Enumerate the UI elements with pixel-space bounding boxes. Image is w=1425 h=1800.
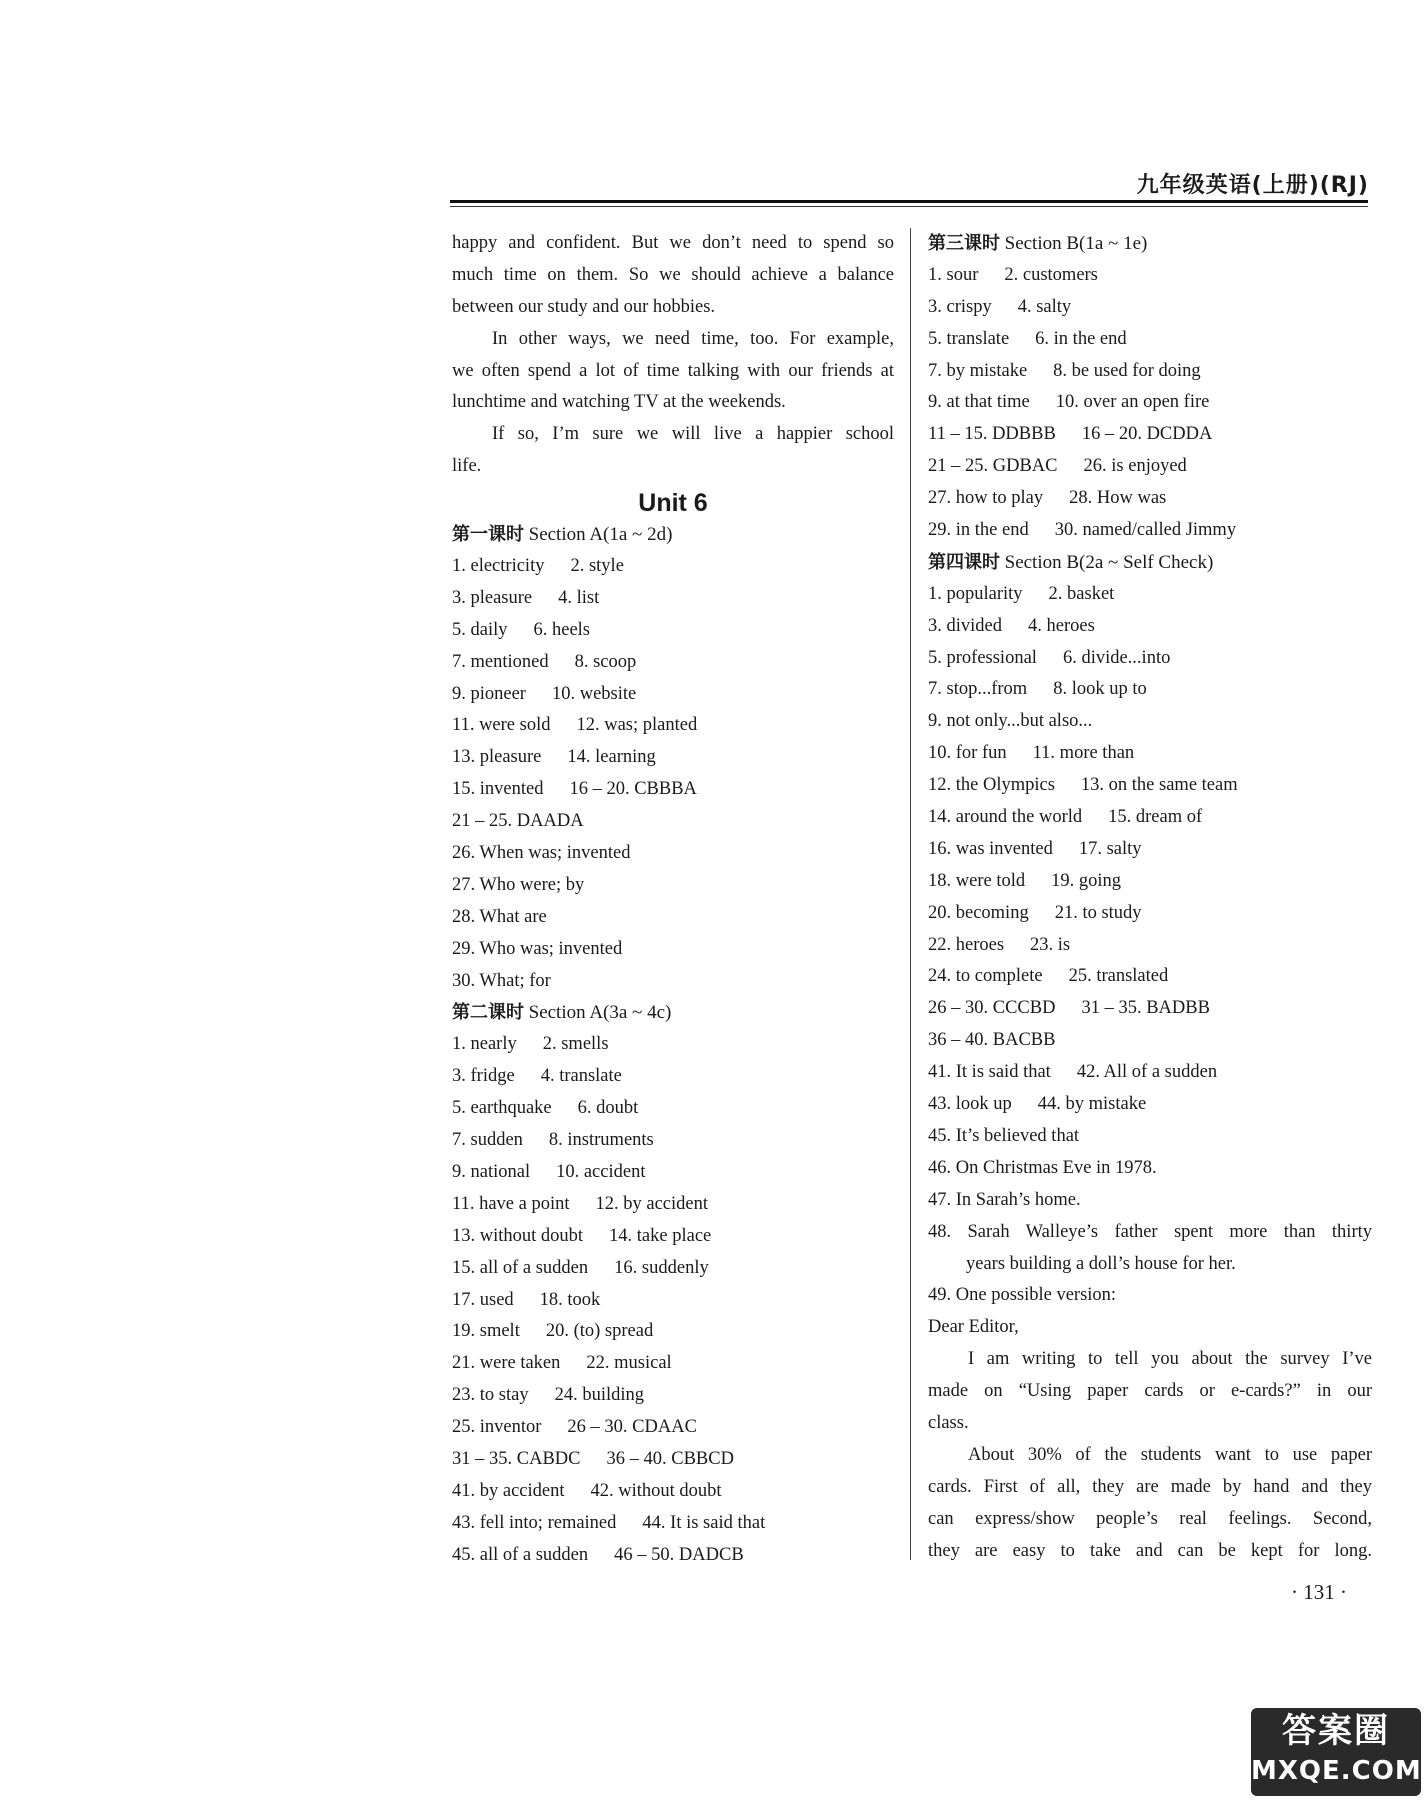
answer-item: 3. divided [928,615,1002,636]
answer-line [452,710,894,742]
essay-line: between our study and our hobbies. [452,296,716,317]
answer-item: 1. sour [928,264,979,285]
answer-item: 7. sudden [452,1130,523,1151]
essay-line: In other ways, we need time, too. For example, [492,328,894,349]
answer-item: 4. translate [540,1066,622,1087]
answer-item: 25. inventor [452,1417,542,1438]
answer-line [452,1061,894,1093]
answer-item: 3. crispy [928,296,992,317]
answer-item: 1. electricity [452,556,545,577]
answer-list [928,260,1372,547]
answer-item: 26 – 30. CCCBD [928,998,1056,1019]
answer-item: 13. pleasure [452,747,542,768]
answer-line [452,870,894,902]
answer-item: 36 – 40. CBBCD [606,1448,734,1469]
letter-line: About 30% of the students want to use paper [968,1444,1372,1465]
answer-line [452,1540,894,1572]
answer-item: 20. (to) spread [545,1321,654,1342]
watermark-text-cn: 答案圈 [1282,1711,1390,1751]
answer-line [928,515,1372,547]
answer-item: 31 – 35. CABDC [452,1448,581,1469]
answer-line [928,993,1372,1025]
answer-item: 25. translated [1068,966,1169,987]
answer-item: 11. more than [1032,743,1135,764]
answer-item: 43. look up [928,1094,1012,1115]
section-heading-en: Section A(3a ~ 4c) [528,1002,672,1024]
answer-item: 30. What; for [452,970,551,991]
answer-item: 8. be used for doing [1053,360,1201,381]
answer-line [928,387,1372,419]
answer-item: 31 – 35. BADBB [1081,998,1210,1019]
answer-line [928,451,1372,483]
answer-item: 22. heroes [928,934,1005,955]
answer-line [928,292,1372,324]
essay-line: lunchtime and watching TV at the weekends. [452,392,786,413]
answer-item: 4. list [558,587,600,608]
answer-line [452,1285,894,1317]
answer-item: 24. to complete [928,966,1043,987]
answer-item: 5. professional [928,647,1037,668]
answer-line [452,1157,894,1189]
answer-item: 21. were taken [452,1353,561,1374]
answer-item: 7. by mistake [928,360,1028,381]
answer-line [928,260,1372,292]
answer-item: 19. smelt [452,1321,520,1342]
answer-item: 16. was invented [928,838,1053,859]
answer-item: 10. for fun [928,743,1007,764]
answer-line [928,611,1372,643]
letter-line: I am writing to tell you about the survey I’ve [968,1349,1372,1370]
answer-item: 3. fridge [452,1066,515,1087]
answer-item: 9. not only...but also... [928,711,1093,732]
answer-item: 1. popularity [928,583,1023,604]
essay-line: If so, I’m sure we will live a happier school [492,424,894,445]
answer-item: 46 – 50. DADCB [614,1544,744,1565]
answer-item: 13. on the same team [1080,775,1238,796]
answer-item: 42. without doubt [590,1480,722,1501]
answer-item: 6. doubt [577,1098,639,1119]
answer-item: 46. On Christmas Eve in 1978. [928,1157,1157,1178]
answer-line [452,966,894,998]
answer-item: 20. becoming [928,902,1029,923]
answer-line [928,738,1372,770]
answer-item: 12. by accident [595,1193,708,1214]
answer-item: 14. learning [567,747,656,768]
answer-line [928,1089,1372,1121]
answer-item: 23. is [1030,934,1071,955]
answer-item: 30. named/called Jimmy [1054,520,1237,541]
answer-line [928,1121,1372,1153]
answer-line [452,742,894,774]
answer-line [928,419,1372,451]
answer-item: 13. without doubt [452,1225,584,1246]
answer-item: 7. stop...from [928,679,1028,700]
answer-item: 21. to study [1054,902,1142,923]
answer-item: 45. all of a sudden [452,1544,589,1565]
answer-item: 21 – 25. GDBAC [928,456,1058,477]
answer-line [452,551,894,583]
answer-item: 41. by accident [452,1480,565,1501]
answer-line [928,706,1372,738]
section-heading-cn: 第四课时 [928,551,1000,573]
answer-item: 5. daily [452,619,508,640]
answer-item: 18. were told [928,870,1026,891]
section-heading-cn: 第一课时 [452,524,524,546]
answer-item: 1. nearly [452,1034,517,1055]
answer-line: 48. Sarah Walleye’s father spent more than thirty [928,1221,1372,1242]
watermark-text-en: MXQE.COM [1251,1756,1422,1786]
header-rule-thin [450,206,1368,207]
answer-item: 15. all of a sudden [452,1257,589,1278]
answer-line [928,1153,1372,1185]
answer-item: 47. In Sarah’s home. [928,1189,1081,1210]
answer-item: 36 – 40. BACBB [928,1030,1056,1051]
answer-item: 11. have a point [452,1193,570,1214]
header-rule-thick [450,200,1368,203]
answer-line [452,1253,894,1285]
answer-item: 16 – 20. DCDDA [1081,424,1213,445]
answer-item: 17. used [452,1289,514,1310]
section-heading-en: Section B(2a ~ Self Check) [1004,551,1214,573]
answer-line [928,674,1372,706]
section-heading [928,547,1372,579]
answer-item: 6. divide...into [1062,647,1171,668]
answer-list [928,579,1372,1217]
essay-line: much time on them. So we should achieve a balance [452,264,894,285]
answer-item: 6. in the end [1035,328,1127,349]
answer-item: 28. What are [452,906,547,927]
section-heading-cn: 第二课时 [452,1002,524,1024]
answer-item: 27. Who were; by [452,874,585,895]
answer-line [928,483,1372,515]
answer-item: 8. scoop [574,651,637,672]
answer-item: 2. basket [1048,583,1115,604]
answer-line [452,1221,894,1253]
answer-line [452,1444,894,1476]
answer-line [452,1029,894,1061]
answer-line [452,1125,894,1157]
letter-line: they are easy to take and can be kept for long. [928,1540,1372,1561]
answer-line [928,802,1372,834]
answer-item: 11. were sold [452,715,551,736]
answer-line [928,324,1372,356]
answer-item: 23. to stay [452,1385,529,1406]
answer-line [928,356,1372,388]
answer-item: 7. mentioned [452,651,549,672]
answer-line [452,679,894,711]
answer-item: 5. earthquake [452,1098,552,1119]
section-heading-en: Section B(1a ~ 1e) [1004,233,1148,254]
essay-line: happy and confident. But we don’t need to spend so [452,233,894,253]
answer-item: 18. took [539,1289,601,1310]
answer-line [452,838,894,870]
essay-line: life. [452,456,482,477]
answer-item: 15. invented [452,779,544,800]
answer-item: 17. salty [1078,838,1142,859]
answer-item: 26 – 30. CDAAC [567,1417,697,1438]
answer-item: 2. customers [1004,264,1098,285]
answer-item: 44. It is said that [642,1512,766,1533]
answer-line: 49. One possible version: [928,1285,1117,1306]
answer-line [452,902,894,934]
answer-item: 10. website [551,683,637,704]
section-heading-en: Section A(1a ~ 2d) [528,524,673,546]
answer-line [928,643,1372,675]
answer-item: 26. is enjoyed [1083,456,1187,477]
section-heading [452,997,894,1029]
answer-item: 9. at that time [928,392,1030,413]
answer-line [928,961,1372,993]
answer-item: 3. pleasure [452,587,533,608]
answer-item: 43. fell into; remained [452,1512,617,1533]
answer-item: 9. pioneer [452,683,526,704]
answer-item: 10. over an open fire [1055,392,1210,413]
right-column [928,228,1372,1567]
answer-item: 29. Who was; invented [452,938,623,959]
answer-line [928,898,1372,930]
answer-item: 14. around the world [928,807,1083,828]
section-heading [928,228,1372,260]
answer-list [452,551,894,997]
answer-item: 16. suddenly [614,1257,709,1278]
answer-line [452,774,894,806]
answer-line [928,1025,1372,1057]
answer-item: 2. smells [542,1034,609,1055]
answer-item: 22. musical [586,1353,672,1374]
letter-line: cards. First of all, they are made by hand and they [928,1476,1372,1497]
watermark-logo [1251,1708,1421,1796]
answer-item: 11 – 15. DDBBB [928,424,1056,445]
answer-line [452,1316,894,1348]
answer-item: 19. going [1051,870,1121,891]
answer-line [928,770,1372,802]
letter-line: class. [928,1412,969,1433]
unit-title: Unit 6 [638,489,708,518]
answer-item: 15. dream of [1108,807,1203,828]
answer-item: 9. national [452,1161,531,1182]
answer-line [452,583,894,615]
answer-line [452,934,894,966]
page-number: · 131 · [1291,1580,1347,1604]
answer-line [452,615,894,647]
answer-item: 8. instruments [548,1130,654,1151]
answer-item: 12. the Olympics [928,775,1055,796]
answer-item: 12. was; planted [576,715,698,736]
letter-salutation: Dear Editor, [928,1317,1019,1338]
answer-line [452,1476,894,1508]
answer-item: 42. All of a sudden [1076,1062,1218,1083]
answer-line [928,930,1372,962]
answer-item: 45. It’s believed that [928,1125,1080,1146]
answer-line [452,647,894,679]
section-heading-cn: 第三课时 [928,233,1000,254]
answer-item: 29. in the end [928,520,1029,541]
answer-line [452,806,894,838]
answer-line [452,1189,894,1221]
answer-item: 4. salty [1017,296,1072,317]
answer-item: 4. heroes [1028,615,1095,636]
answer-line [452,1093,894,1125]
answer-item: 16 – 20. CBBBA [569,779,697,800]
answer-item: 41. It is said that [928,1062,1051,1083]
column-divider [910,228,911,1560]
answer-item: 26. When was; invented [452,843,631,864]
letter-line: can express/show people’s real feelings. Second, [928,1508,1372,1529]
answer-line [928,1057,1372,1089]
answer-item: 24. building [554,1385,644,1406]
answer-line [452,1412,894,1444]
answer-item: 10. accident [556,1161,646,1182]
answer-item: 27. how to play [928,488,1044,509]
letter-line: made on “Using paper cards or e-cards?” in our [928,1381,1372,1402]
answer-line [452,1508,894,1540]
left-column [452,228,894,1572]
answer-list [452,1029,894,1571]
answer-item: 28. How was [1069,488,1167,509]
answer-line: years building a doll’s house for her. [966,1253,1236,1274]
answer-line [928,579,1372,611]
essay-line: we often spend a lot of time talking with our friends at [452,360,894,381]
answer-line [928,1185,1372,1217]
answer-item: 6. heels [533,619,591,640]
section-heading [452,519,894,551]
answer-item: 44. by mistake [1037,1094,1147,1115]
answer-item: 14. take place [609,1225,712,1246]
answer-item: 5. translate [928,328,1010,349]
page-header-title: 九年级英语(上册)(RJ) [1136,173,1369,198]
answer-item: 2. style [570,556,624,577]
answer-line [928,866,1372,898]
answer-item: 8. look up to [1053,679,1147,700]
answer-item: 21 – 25. DAADA [452,811,584,832]
answer-line [452,1380,894,1412]
answer-line [928,834,1372,866]
answer-line [452,1348,894,1380]
